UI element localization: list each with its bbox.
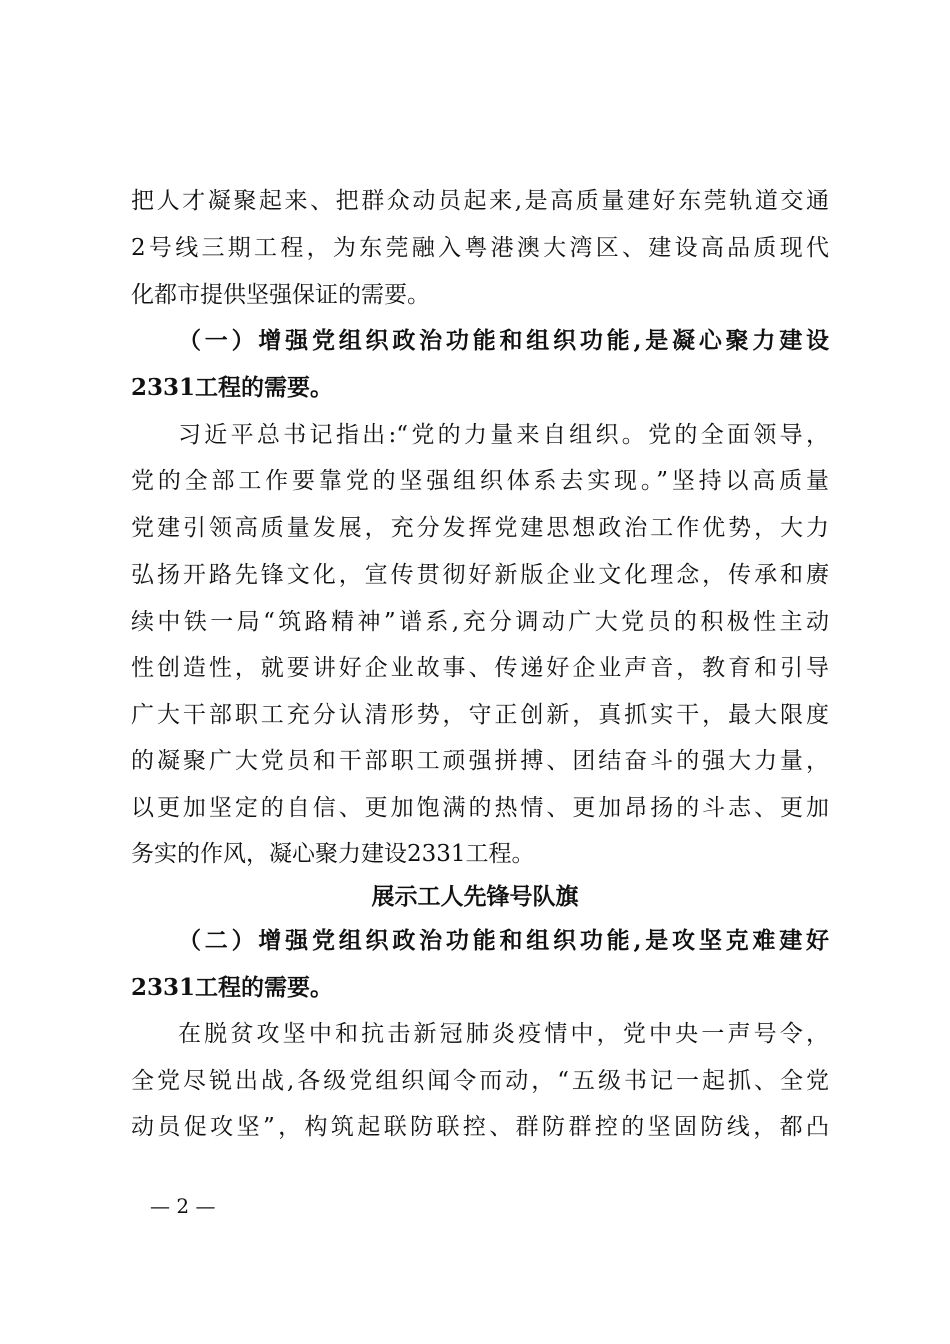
body-line: 性创造性，就要讲好企业故事、传递好企业声音，教育和引导	[131, 655, 829, 681]
body-line: 以更加坚定的自信、更加饱满的热情、更加昂扬的斗志、更加	[131, 795, 829, 821]
body-line: 党的全部工作要靠党的坚强组织体系去实现。”坚持以高质量	[131, 468, 829, 494]
body-line: 续中铁一局“筑路精神”谱系,充分调动广大党员的积极性主动	[131, 609, 829, 635]
body-line: 党建引领高质量发展，充分发挥党建思想政治工作优势，大力	[131, 515, 829, 541]
page-number: — 2 —	[150, 1194, 216, 1218]
image-caption: 展示工人先锋号队旗	[371, 883, 579, 910]
body-line: 习近平总书记指出:“党的力量来自组织。党的全面领导，	[178, 422, 829, 448]
body-line: 务实的作风，凝心聚力建设2331工程。	[131, 841, 535, 867]
body-line: 广大干部职工充分认清形势，守正创新，真抓实干，最大限度	[131, 702, 829, 728]
body-line: 全党尽锐出战,各级党组织闻令而动，“五级书记一起抓、全党	[131, 1068, 829, 1094]
section-heading-1-cont: 2331工程的需要。	[131, 374, 334, 401]
section-heading-1: （一）增强党组织政治功能和组织功能,是凝心聚力建设	[178, 327, 829, 354]
body-line: 把人才凝聚起来、把群众动员起来,是高质量建好东莞轨道交通	[131, 188, 829, 214]
body-line: 的凝聚广大党员和干部职工顽强拼搏、团结奋斗的强大力量，	[131, 748, 829, 774]
body-line: 2号线三期工程，为东莞融入粤港澳大湾区、建设高品质现代	[131, 235, 829, 261]
body-line: 化都市提供坚强保证的需要。	[131, 282, 430, 308]
body-line: 弘扬开路先锋文化，宣传贯彻好新版企业文化理念，传承和赓	[131, 562, 829, 588]
body-line: 动员促攻坚”，构筑起联防联控、群防群控的坚固防线，都凸	[131, 1114, 829, 1140]
section-heading-2: （二）增强党组织政治功能和组织功能,是攻坚克难建好	[178, 927, 829, 954]
section-heading-2-cont: 2331工程的需要。	[131, 974, 334, 1001]
body-line: 在脱贫攻坚中和抗击新冠肺炎疫情中，党中央一声号令，	[178, 1021, 829, 1047]
